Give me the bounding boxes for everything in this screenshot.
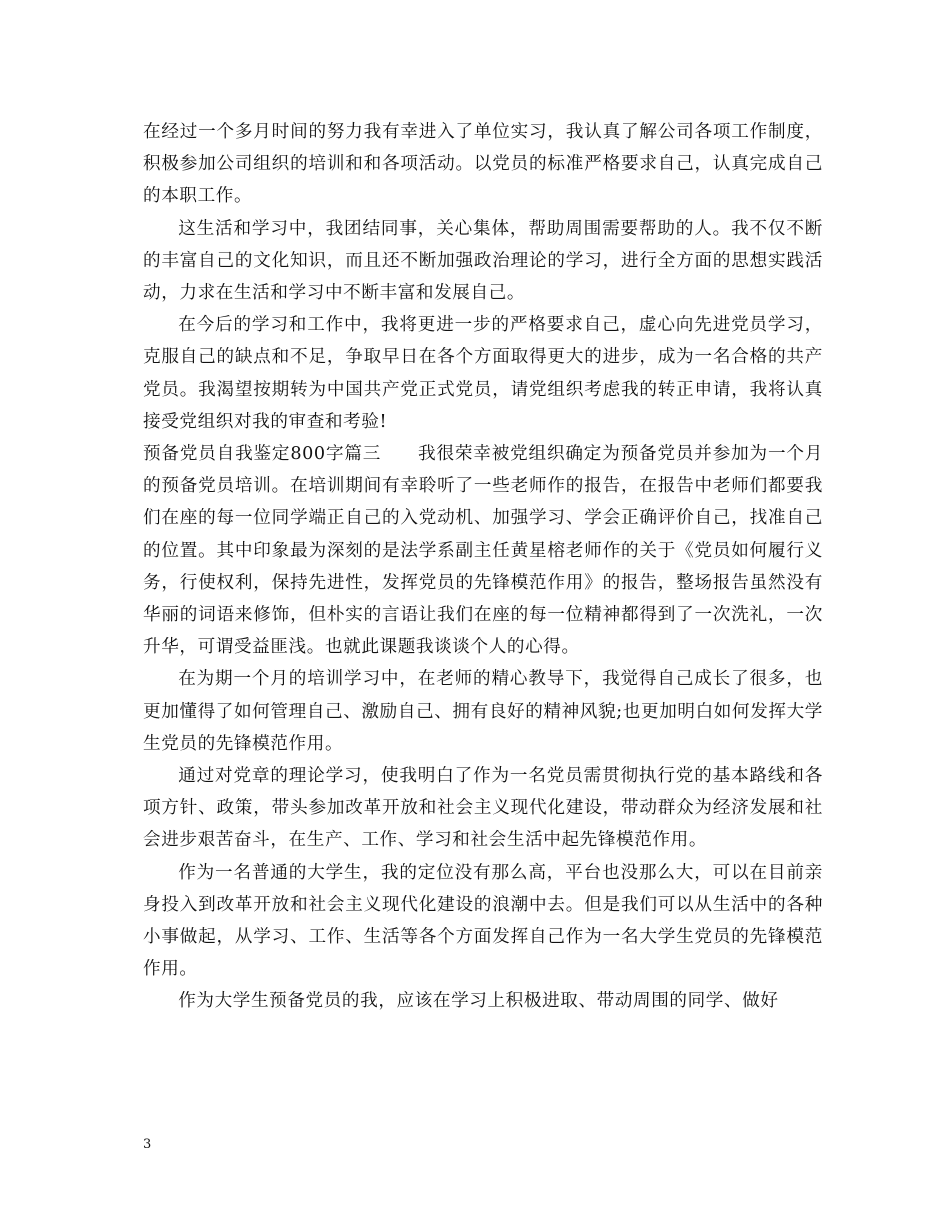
paragraph-1: 在经过一个多月时间的努力我有幸进入了单位实习，我认真了解公司各项工作制度，积极参加公司组织的培训和和各项活动。以党员的标准严格要求自己，认真完成自己的本职工作。 [143, 122, 823, 207]
paragraph-2: 这生活和学习中，我团结同事，关心集体，帮助周围需要帮助的人。我不仅不断的丰富自己的文化知识，而且还不断加强政治理论的学习，进行全方面的思想实践活动，力求在生活和学习中不断丰富和发展自己。 [143, 218, 823, 304]
paragraph-7: 作为一名普通的大学生，我的定位没有那么高，平台也没那么大，可以在目前亲身投入到改革开放和社会主义现代化建设的浪潮中去。但是我们可以从生活中的各种小事做起，从学习、工作、生活等各个方面发挥自己作为一名大学生党员的先锋模范作用。 [143, 862, 823, 980]
paragraph-5: 在为期一个月的培训学习中，在老师的精心教导下，我觉得自己成长了很多，也更加懂得了如何管理自己、激励自己、拥有良好的精神风貌;也更加明白如何发挥大学生党员的先锋模范作用。 [143, 669, 823, 754]
paragraph-6: 通过对党章的理论学习，使我明白了作为一名党员需贯彻执行党的基本路线和各项方针、政策，带头参加改革开放和社会主义现代化建设，带动群众为经济发展和社会进步艰苦奋斗，在生产、工作、学习和社会生活中起先锋模范作用。 [143, 766, 823, 851]
paragraph-3: 在今后的学习和工作中，我将更进一步的严格要求自己，虚心向先进党员学习，克服自己的缺点和不足，争取早日在各个方面取得更大的进步，成为一名合格的共产党员。我渴望按期转为中国共产党正式党员，请党组织考虑我的转正申请，我将认真接受党组织对我的审查和考验! [143, 315, 823, 432]
paragraph-8: 作为大学生预备党员的我，应该在学习上积极进取、带动周围的同学、做好 [178, 991, 779, 1012]
document-body [143, 116, 823, 1018]
page-number: 3 [143, 1137, 152, 1152]
paragraph-4-section-heading: 预备党员自我鉴定800字篇三 我很荣幸被党组织确定为预备党员并参加为一个月的预备党员培训。在培训期间有幸聆听了一些老师作的报告，在报告中老师们都要我们在座的每一位同学端正自己的入党动机、加强学习、学会正确评价自己，找准自己的位置。其中印象最为深刻的是法学系副主任黄星榕老师作的关于《党员如何履行义务，行使权利，保持先进性，发挥党员的先锋模范作用》的报告，整场报告虽然没有华丽的词语来修饰，但朴实的言语让我们在座的每一位精神都得到了一次洗礼，一次升华，可谓受益匪浅。也就此课题我谈谈个人的心得。 [143, 444, 823, 658]
